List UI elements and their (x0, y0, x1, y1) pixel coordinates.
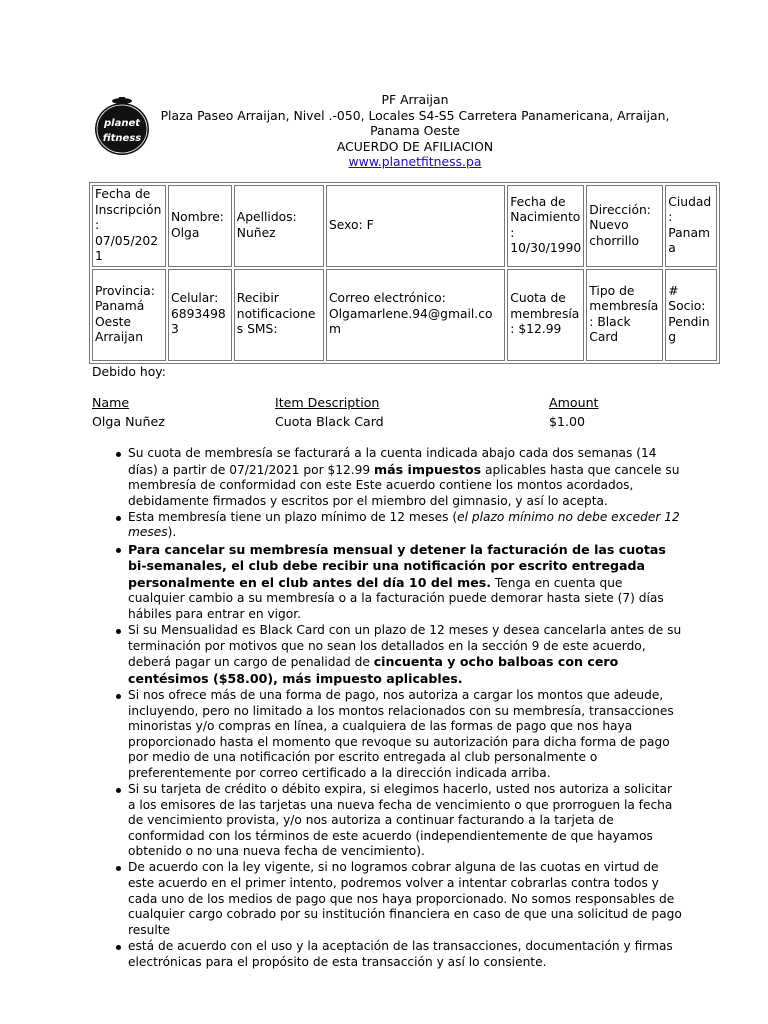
term-bold-text: más impuestos (374, 461, 482, 477)
enrollment-date-cell: Fecha de Inscripción: 07/05/2021 (92, 185, 166, 267)
due-today-label: Debido hoy: (92, 364, 166, 379)
due-today-table (92, 395, 692, 433)
list-item (128, 446, 682, 509)
term-text: Si su Mensualidad es Black Card con un plazo de 12 meses y desea cancelarla antes de su terminación por motivos que no sean los detallados en la sección 9 de este acuerdo, deberá pagar un cargo de penalidad de (128, 623, 682, 670)
term-text: Su cuota de membresía se facturará a la cuenta indicada abajo cada dos semanas (14 días) a partir de 07/21/2021 por $12.99 (128, 446, 657, 477)
website-link[interactable]: www.planetfitness.pa (348, 154, 482, 170)
club-name: PF Arraijan (381, 92, 449, 107)
city-cell: Ciudad: Panama (665, 185, 717, 267)
term-text: Si nos ofrece más de una forma de pago, nos autoriza a cargar los montos que adeude, incluyendo, pero no limitado a los montos relacionados con su membresía, transacciones minoristas y/o compras en línea, a cualquiera de las formas de pago que nos haya proporcionado hasta el momento que revoque su autorización para dicha forma de pago por medio de una notificación por escrito entregada al club personalmente o preferentemente por correo certificado a la dirección indicada arriba. (128, 687, 674, 780)
term-bold-text: Para cancelar su membresía mensual y detener la facturación de las cuotas bi-semanales, el club debe recibir una notificación por escrito entregada personalmente en el club antes del día 10 del mes. (128, 541, 666, 590)
member-info-table (89, 182, 720, 364)
term-text: está de acuerdo con el uso y la aceptación de las transacciones, documentación y firmas electrónicas para el propósito de esta transacción y así lo consiente. (128, 938, 673, 969)
table-row (92, 269, 717, 361)
list-item (128, 782, 682, 860)
sex-cell: Sexo: F (326, 185, 505, 267)
svg-text:planet: planet (103, 118, 141, 129)
due-header-row (92, 395, 692, 414)
term-text: De acuerdo con la ley vigente, si no logramos cobrar alguna de las cuotas en virtud de este acuerdo en el primer intento, podremos volver a intentar cobrarlas contra todos y cada uno de los medios de pago que nos haya proporcionado. No somos responsables de cualquier cargo cobrado por su institución financiera en caso de que una solicitud de pago resulte (128, 860, 682, 937)
membership-type-cell: Tipo de membresía: Black Card (586, 269, 663, 361)
sms-notifications-cell: Recibir notificaciones SMS: (234, 269, 324, 361)
list-item (128, 939, 682, 970)
document-header (150, 92, 680, 170)
birth-date-cell: Fecha de Nacimiento: 10/30/1990 (507, 185, 584, 267)
term-text: Esta membresía tiene un plazo mínimo de 12 meses ( (128, 509, 458, 524)
email-cell: Correo electrónico: Olgamarlene.94@gmail.com (326, 269, 505, 361)
phone-cell: Celular: 68934983 (168, 269, 232, 361)
term-text: aplicables hasta que cancele su membresía de conformidad con este Este acuerdo contiene los montos acordados, debidamente firmados y escritos por el miembro del gimnasio, y así lo acepta. (128, 462, 680, 508)
list-item (128, 623, 682, 687)
first-name-cell: Nombre: Olga (168, 185, 232, 267)
list-item (128, 688, 682, 782)
list-item (128, 542, 682, 623)
member-number-cell: # Socio: Pending (665, 269, 717, 361)
last-name-cell: Apellidos: Nuñez (234, 185, 324, 267)
membership-fee-cell: Cuota de membresía: $12.99 (507, 269, 584, 361)
column-header-description: Item Description (275, 395, 380, 410)
table-row (92, 414, 692, 433)
term-bold-text: cincuenta y ocho balboas con cero centésimos ($58.00), más impuesto aplicables. (128, 654, 619, 686)
term-text: Si su tarjeta de crédito o débito expira, si elegimos hacerlo, usted nos autoriza a solicitar a los emisores de las tarjetas una nueva fecha de vencimiento o que prorroguen la fecha de vencimiento provista, y/o nos autoriza a continuar facturando a la tarjeta de conformidad con los términos de este acuerdo (independientemente de que hayamos obtenido o no una nueva fecha de vencimiento). (128, 781, 673, 859)
column-header-amount: Amount (549, 395, 599, 410)
planet-fitness-logo (93, 93, 151, 159)
address-cell: Dirección: Nuevo chorrillo (586, 185, 663, 267)
column-header-name: Name (92, 395, 130, 410)
list-item (128, 860, 682, 938)
list-item (128, 510, 682, 541)
table-row (92, 185, 717, 267)
due-description: Cuota Black Card (275, 414, 384, 429)
document-title: ACUERDO DE AFILIACION (336, 138, 494, 154)
terms-list (92, 446, 682, 971)
club-address: Plaza Paseo Arraijan, Nivel .-050, Locales S4-S5 Carretera Panamericana, Arraijan, Panama Oeste (160, 107, 670, 139)
province-cell: Provincia: Panamá Oeste Arraijan (92, 269, 166, 361)
term-text: ). (167, 525, 177, 540)
due-amount: $1.00 (549, 414, 586, 429)
term-text: Tenga en cuenta que cualquier cambio a su membresía o a la facturación puede demorar hasta siete (7) días hábiles para entrar en vigor. (128, 575, 664, 621)
term-italic-text: el plazo mínimo no debe exceder 12 meses (128, 509, 680, 540)
due-name: Olga Nuñez (92, 414, 165, 429)
svg-text:fitness: fitness (102, 133, 142, 144)
